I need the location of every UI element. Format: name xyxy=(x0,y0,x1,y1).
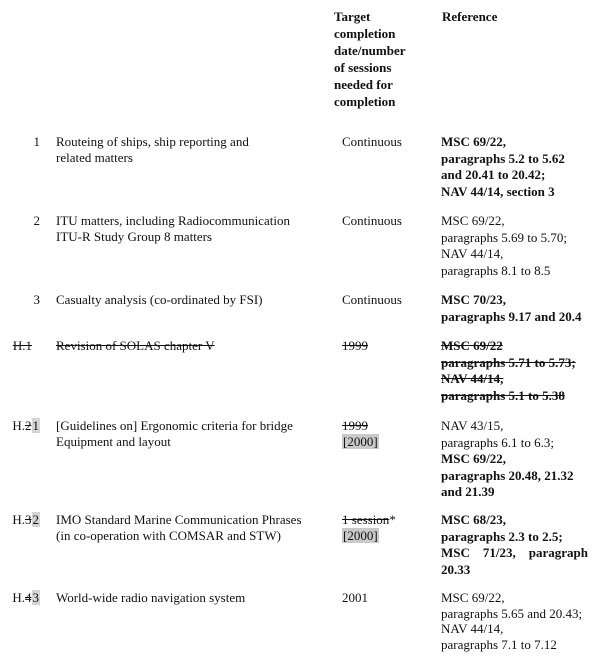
row-target: 2001 xyxy=(342,590,368,605)
subject-line: Revision of SOLAS chapter V xyxy=(56,338,215,353)
row-number: H.1 xyxy=(12,338,32,353)
reference-line: paragraphs 2.3 to 2.5; xyxy=(441,528,563,544)
reference-line: MSC 68/23, xyxy=(441,512,506,527)
subject-line: related matters xyxy=(56,150,133,165)
reference-line: and 20.41 to 20.42; xyxy=(441,167,546,182)
target-deleted: 1 session xyxy=(342,512,390,527)
row-number-inserted: 1 xyxy=(32,418,39,433)
row-target: Continuous xyxy=(342,213,402,228)
row-number-deleted: 4 xyxy=(25,590,32,605)
row-reference xyxy=(441,512,597,578)
reference-line: MSC 71/23, paragraph xyxy=(441,545,588,560)
row-number-deleted: 2 xyxy=(25,418,32,433)
row-subject xyxy=(56,512,328,544)
subject-line: World-wide radio navigation system xyxy=(56,590,246,605)
row-number-prefix: H. xyxy=(12,418,25,433)
row-number-deleted: 3 xyxy=(25,512,32,527)
target-footnote-star: * xyxy=(389,512,396,527)
reference-line: NAV 44/14, section 3 xyxy=(441,183,555,199)
target-inserted: [2000] xyxy=(343,434,378,449)
reference-line: paragraphs 5.1 to 5.38 xyxy=(441,387,565,403)
row-subject xyxy=(56,590,328,606)
row-subject xyxy=(56,418,328,450)
reference-line: MSC 69/22, xyxy=(441,590,505,605)
row-number xyxy=(0,590,40,606)
reference-line: paragraphs 5.71 to 5.73; xyxy=(441,354,576,370)
subject-line: Routeing of ships, ship reporting and xyxy=(56,134,249,149)
header-target-line: needed for xyxy=(334,77,393,92)
header-target-completion xyxy=(334,8,430,110)
reference-line: paragraphs 9.17 and 20.4 xyxy=(441,308,582,324)
row-number xyxy=(0,512,40,528)
row-reference xyxy=(441,418,597,501)
reference-line: NAV 44/14, xyxy=(441,371,504,386)
row-target: Continuous xyxy=(342,292,402,307)
reference-line: paragraphs 5.69 to 5.70; xyxy=(441,229,568,245)
reference-line: 20.33 xyxy=(441,561,471,577)
row-reference xyxy=(441,292,597,325)
row-subject xyxy=(56,292,328,308)
subject-line: Casualty analysis (co-ordinated by FSI) xyxy=(56,292,263,307)
row-number-inserted: 2 xyxy=(32,512,39,527)
subject-line: ITU-R Study Group 8 matters xyxy=(56,229,212,244)
row-number-inserted: 3 xyxy=(32,590,39,605)
reference-line: MSC 69/22, xyxy=(441,134,506,149)
reference-line: paragraphs 7.1 to 7.12 xyxy=(441,636,557,652)
row-number xyxy=(0,418,40,434)
reference-line: and 21.39 xyxy=(441,484,495,499)
header-target-line: completion xyxy=(334,94,396,109)
target-inserted: [2000] xyxy=(343,528,378,543)
reference-line: paragraphs 6.1 to 6.3; xyxy=(441,434,555,450)
row-reference xyxy=(441,338,597,404)
reference-line: MSC 69/22 xyxy=(441,338,503,353)
reference-line: NAV 43/15, xyxy=(441,418,504,433)
header-target-line: completion xyxy=(334,26,396,41)
row-reference xyxy=(441,134,597,200)
subject-line: IMO Standard Marine Communication Phrases xyxy=(56,512,302,527)
row-subject xyxy=(56,134,328,166)
row-target: 1999 xyxy=(342,338,368,353)
reference-line: paragraphs 8.1 to 8.5 xyxy=(441,262,551,278)
row-number-prefix: H. xyxy=(12,590,25,605)
subject-line: (in co-operation with COMSAR and STW) xyxy=(56,528,281,543)
row-number-prefix: H. xyxy=(12,512,25,527)
row-reference xyxy=(441,590,597,652)
row-target xyxy=(342,512,434,544)
reference-line: paragraphs 20.48, 21.32 xyxy=(441,467,574,483)
row-number: 3 xyxy=(33,292,40,307)
row-subject xyxy=(56,213,328,245)
target-deleted: 1999 xyxy=(342,418,368,433)
subject-line: ITU matters, including Radiocommunication xyxy=(56,213,290,228)
reference-line: MSC 70/23, xyxy=(441,292,506,307)
row-subject xyxy=(56,338,328,354)
row-reference xyxy=(441,213,597,279)
reference-line: NAV 44/14, xyxy=(441,621,504,636)
reference-line: paragraphs 5.2 to 5.62 xyxy=(441,150,565,166)
row-number: 2 xyxy=(33,213,40,228)
header-reference: Reference xyxy=(442,9,498,24)
reference-line: NAV 44/14, xyxy=(441,246,504,261)
reference-line: MSC 69/22, xyxy=(441,451,506,466)
header-target-line: of sessions xyxy=(334,60,392,75)
row-number: 1 xyxy=(33,134,40,149)
subject-line: [Guidelines on] Ergonomic criteria for bridge xyxy=(56,418,293,433)
row-target xyxy=(342,418,434,450)
reference-line: paragraphs 5.65 and 20.43; xyxy=(441,605,583,621)
row-target: Continuous xyxy=(342,134,402,149)
subject-line: Equipment and layout xyxy=(56,434,171,449)
header-target-line: date/number xyxy=(334,43,406,58)
header-target-line: Target xyxy=(334,9,371,24)
reference-line: MSC 69/22, xyxy=(441,213,505,228)
